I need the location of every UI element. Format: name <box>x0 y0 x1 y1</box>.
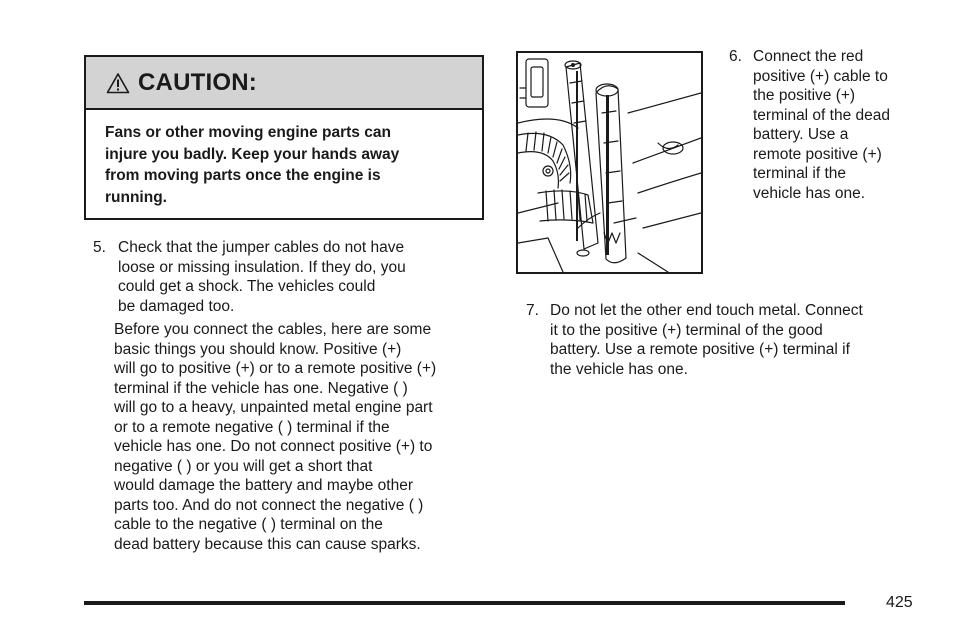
paragraph-line: parts too. And do not connect the negative ( ) <box>114 496 424 514</box>
caution-line: Fans or other moving engine parts can <box>105 124 391 141</box>
step-line: terminal of the dead <box>753 106 891 124</box>
step-line: Check that the jumper cables do not have <box>118 239 405 256</box>
caution-line: injure you badly. Keep your hands away <box>105 145 400 163</box>
paragraph-line: would damage the battery and maybe other <box>114 477 413 494</box>
step-line: battery. Use a <box>753 126 849 143</box>
step-number: 7. <box>526 302 539 319</box>
warning-triangle-icon <box>106 72 130 94</box>
step-number: 6. <box>729 48 742 65</box>
step-7 <box>526 301 926 381</box>
jumper-cable-illustration <box>516 51 703 274</box>
caution-title: CAUTION: <box>138 68 257 96</box>
caution-text <box>86 110 482 208</box>
paragraph-line: basic things you should know. Positive (+) <box>114 340 402 358</box>
step-line: positive (+) cable to <box>753 67 888 85</box>
step-line: the vehicle has one. <box>550 360 688 378</box>
step-line: Do not let the other end touch metal. Connect <box>550 302 863 319</box>
paragraph-line: cable to the negative ( ) terminal on the <box>114 516 383 533</box>
step-line: the positive (+) <box>753 87 856 104</box>
step-text <box>118 238 406 316</box>
paragraph-line: terminal if the vehicle has one. Negative ( ) <box>114 379 408 397</box>
paragraph-line: negative ( ) or you will get a short that <box>114 457 373 475</box>
step-line: remote positive (+) <box>753 145 882 163</box>
info-paragraph <box>114 320 494 554</box>
step-line: loose or missing insulation. If they do, you <box>118 258 406 276</box>
caution-line: from moving parts once the engine is <box>105 167 381 184</box>
paragraph-line: or to a remote negative ( ) terminal if the <box>114 418 390 436</box>
step-text <box>550 301 863 379</box>
step-line: battery. Use a remote positive (+) terminal if <box>550 341 850 358</box>
paragraph-line: vehicle has one. Do not connect positive (+) to <box>114 438 433 455</box>
step-5 <box>93 238 488 318</box>
engine-clamp-drawing <box>518 53 701 272</box>
step-line: be damaged too. <box>118 297 235 315</box>
step-line: it to the positive (+) terminal of the good <box>550 321 823 339</box>
step-line: Connect the red <box>753 48 864 65</box>
footer-rule <box>84 601 845 605</box>
paragraph-line: will go to positive (+) or to a remote positive (+) <box>114 360 437 377</box>
caution-line: running. <box>105 188 167 206</box>
paragraph-line: will go to a heavy, unpainted metal engine part <box>114 399 433 416</box>
page-number: 425 <box>886 594 913 611</box>
step-line: could get a shock. The vehicles could <box>118 278 376 295</box>
caution-header <box>86 57 482 110</box>
caution-box <box>84 55 484 220</box>
paragraph-line: Before you connect the cables, here are some <box>114 321 432 338</box>
step-line: vehicle has one. <box>753 184 866 202</box>
paragraph-line: dead battery because this can cause sparks. <box>114 535 421 553</box>
step-text <box>753 47 890 203</box>
step-6 <box>729 47 929 207</box>
step-line: terminal if the <box>753 165 847 182</box>
step-number: 5. <box>93 239 106 256</box>
